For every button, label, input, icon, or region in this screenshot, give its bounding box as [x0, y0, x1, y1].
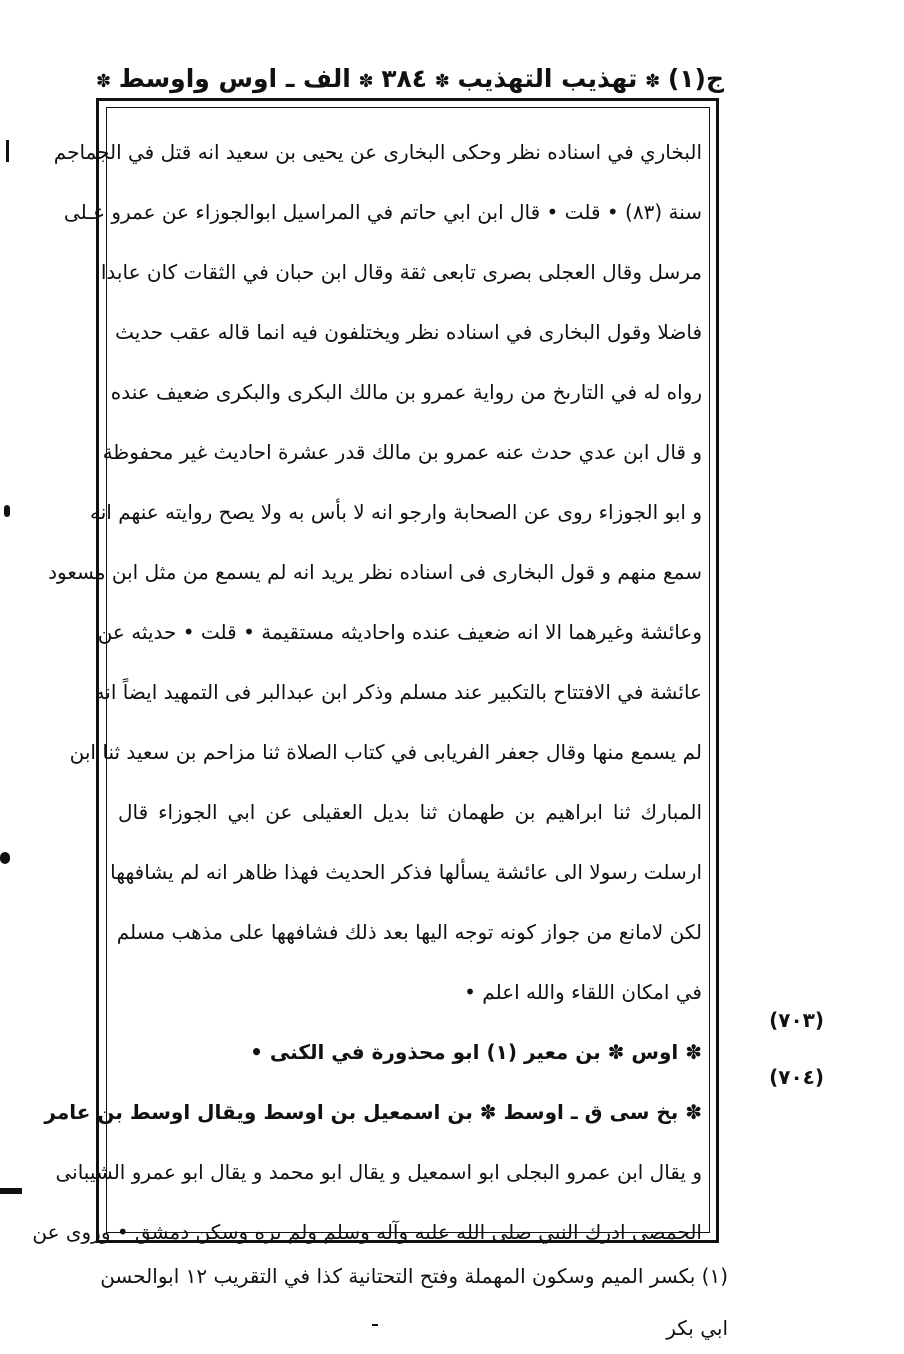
text-line: عائشة في الافتتاح بالتكبير عند مسلم وذكر ابن عبدالبر فى التمهيد ايضاً انه	[94, 680, 702, 704]
text-line: و يقال ابن عمرو البجلى ابو اسمعيل و يقال ابو محمد و يقال ابو عمرو الشيبانى	[55, 1160, 702, 1184]
entry-704-heading: ✽ بخ سى ق ـ اوسط ✽ بن اسمعيل بن اوسط ويقال اوسط بن عامر	[44, 1100, 702, 1124]
page-header	[92, 58, 724, 98]
ornament-icon: ✽	[96, 70, 112, 92]
text-line: و ابو الجوزاء روى عن الصحابة وارجو انه لا بأس به ولا يصح روايته عنهم انه	[89, 500, 702, 524]
main-text-block	[32, 122, 702, 1262]
footnote-line: ابي بكر	[666, 1316, 728, 1340]
volume-label: ج(١)	[667, 63, 724, 93]
text-line: لكن لامانع من جواز كونه توجه اليها بعد ذلك فشافهها على مذهب مسلم	[116, 920, 702, 944]
text-line: ارسلت رسولا الى عائشة يسألها فذكر الحديث فهذا ظاهر انه لم يشافهها	[110, 860, 702, 884]
text-line: و قال ابن عدي حدث عنه عمرو بن مالك قدر عشرة احاديث غير محفوظة	[102, 440, 702, 464]
scan-mark	[4, 505, 10, 517]
text-line: البخاري في اسناده نظر وحكى البخارى عن يحيى بن سعيد انه قتل في الجماجم	[53, 140, 702, 164]
scan-mark	[6, 140, 9, 162]
ornament-icon: ✽	[358, 70, 374, 92]
text-line: المبارك ثنا ابراهيم بن طهمان ثنا بديل العقيلى عن ابي الجوزاء قال	[118, 800, 702, 824]
entry-number: (٧٠٤)	[769, 1065, 824, 1089]
entry-number: (٧٠٣)	[769, 1008, 824, 1032]
text-line: مرسل وقال العجلى بصرى تابعى ثقة وقال ابن حبان في الثقات كان عابدا	[100, 260, 702, 284]
footnote-line: (١) بكسر الميم وسكون المهملة وفتح التحتانية كذا في التقريب ١٢ ابوالحسن	[100, 1264, 728, 1288]
scan-mark	[372, 1324, 378, 1326]
scan-mark	[0, 1188, 22, 1194]
text-line: رواه له في التارىخ من رواية عمرو بن مالك البكرى والبكرى ضعيف عنده	[110, 380, 702, 404]
page-number: ٣٨٤	[381, 63, 428, 93]
scan-mark	[0, 852, 10, 864]
ornament-icon: ✽	[645, 70, 661, 92]
text-line: في امكان اللقاء والله اعلم •	[464, 980, 702, 1004]
section-title: الف ـ اوس واوسط	[118, 63, 351, 93]
book-title: تهذيب التهذيب	[457, 63, 638, 93]
text-line: سمع منهم و قول البخارى فى اسناده نظر يريد انه لم يسمع من مثل ابن مسعود	[48, 560, 702, 584]
text-line: لم يسمع منها وقال جعفر الفريابى في كتاب الصلاة ثنا مزاحم بن سعيد ثنا ابن	[69, 740, 702, 764]
footnote	[100, 1250, 728, 1354]
text-line: وعائشة وغيرهما الا انه ضعيف عنده واحاديثه مستقيمة • قلت • حديثه عن	[97, 620, 702, 644]
text-line: سنة (٨٣) • قلت • قال ابن ابي حاتم في المراسيل ابوالجوزاء عن عمرو عـلى	[63, 200, 702, 224]
ornament-icon: ✽	[434, 70, 450, 92]
text-line: الحمصى ادرك النبي صلى الله عليه وآله وسلم ولم يره وسكن دمشق • وروى عن	[32, 1220, 702, 1244]
entry-703-heading: ✽ اوس ✽ بن معير (١) ابو محذورة في الكنى •	[250, 1040, 702, 1064]
text-line: فاضلا وقول البخارى في اسناده نظر ويختلفون فيه انما قاله عقب حديث	[115, 320, 702, 344]
